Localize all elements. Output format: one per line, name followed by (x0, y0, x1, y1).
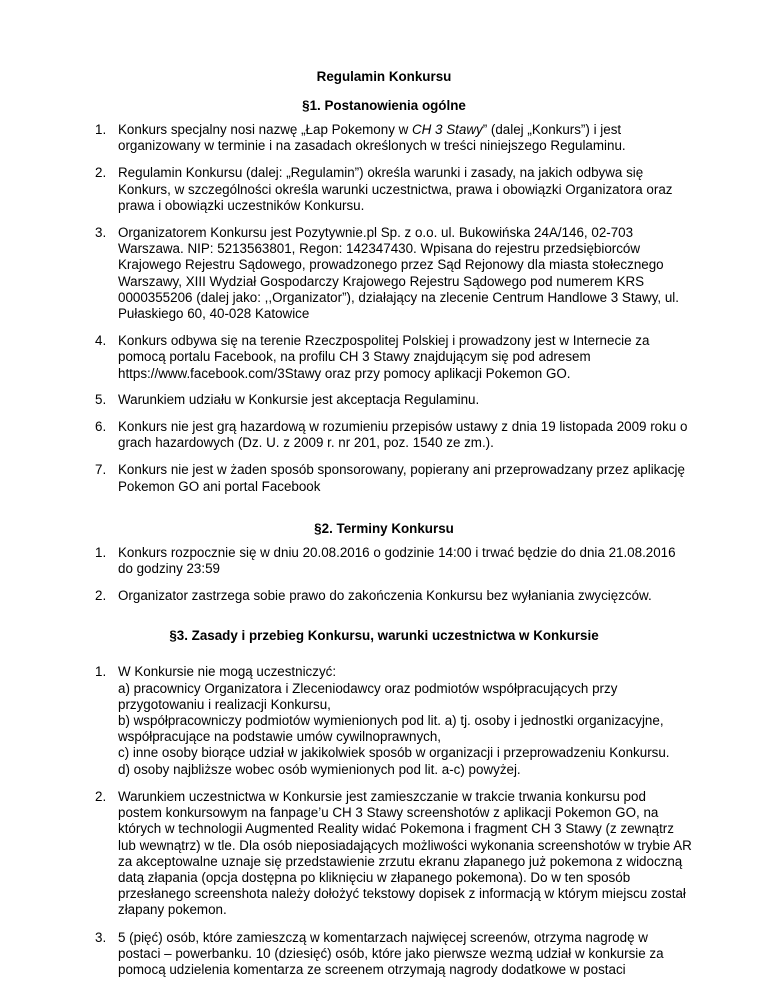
item-text: Konkurs odbywa się na terenie Rzeczpospolitej Polskiej i prowadzony jest w Internecie za pomocą portalu Facebook, na profilu CH 3 Stawy znajdującym się pod adresem https://www.facebook.com/3Stawy oraz przy pomocy aplikacji Pokemon GO. (118, 333, 650, 381)
list-item (95, 788, 693, 919)
item-line: a) pracownicy Organizatora i Zleceniodawcy oraz podmiotów współpracujących przy przygotowaniu i realizacji Konkursu, (118, 680, 618, 712)
item-number: 5. (95, 391, 107, 407)
item-text: Warunkiem uczestnictwa w Konkursie jest zamieszczanie w trakcie trwania konkursu pod postem konkursowym na fanpage’u CH 3 Stawy screenshotów z aplikacji Pokemon GO, na których w technologii Augmented Reality widać Pokemona i fragment CH 3 Stawy (z zewnątrz lub wewnątrz) w tle. Dla osób nieposiadających możliwości wykonania screenshotów w trybie AR za akceptowalne uznaje się przedstawienie zrzutu ekranu złapanego już pokemona z widoczną datą złapania (opcja dostępna po kliknięciu w złapanego pokemona). Do w ten sposób przesłanego screenshota należy dołożyć tekstowy dopisek z informacją w którym miejscu został złapany pokemon. (118, 788, 692, 918)
item-number: 6. (95, 419, 107, 435)
item-number: 1. (95, 664, 107, 680)
item-text: 5 (pięć) osób, które zamieszczą w komentarzach najwięcej screenów, otrzyma nagrodę w postaci – powerbanku. 10 (dziesięć) osób, które jako pierwsze wezmą udział w konkursie za pomocą udzielenia komentarza ze screenem otrzymają nagrody dodatkowe w postaci (118, 929, 664, 977)
item-number: 2. (95, 788, 107, 804)
document-title: Regulamin Konkursu (316, 69, 452, 84)
list-item (95, 122, 693, 154)
item-text: Organizator zastrzega sobie prawo do zakończenia Konkursu bez wyłaniania zwycięzców. (118, 588, 652, 604)
item-line: c) inne osoby biorące udział w jakikolwiek sposób w organizacji i przeprowadzeniu Konkursu. (118, 745, 670, 761)
section-2-list (0, 545, 693, 605)
item-text: Konkurs nie jest grą hazardową w rozumieniu przepisów ustawy z dnia 19 listopada 2009 roku o grach hazardowych (Dz. U. z 2009 r. nr 201, poz. 1540 ze zm.). (118, 419, 688, 451)
item-line: d) osoby najbliższe wobec osób wymienionych pod lit. a-c) powyżej. (118, 761, 521, 777)
section-1-list (0, 122, 693, 495)
item-number: 4. (95, 333, 107, 349)
item-text: Konkurs rozpocznie się w dniu 20.08.2016 o godzinie 14:00 i trwać będzie do dnia 21.08.2016 do godziny 23:59 (118, 544, 676, 577)
section-3-list (0, 664, 693, 978)
item-text: Regulamin Konkursu (dalej: „Regulamin”) określa warunki i zasady, na jakich odbywa się Konkurs, w szczególności określa warunki uczestnictwa, prawa i obowiązki Organizatora oraz prawa i obowiązki uczestników Konkursu. (118, 165, 673, 213)
item-text: Organizatorem Konkursu jest Pozytywnie.pl Sp. z o.o. ul. Bukowińska 24A/146, 02-703 Warszawa. NIP: 5213563801, Regon: 142347430. Wpisana do rejestru przedsiębiorców Krajowego Rejestru Sądowego, prowadzonego przez Sąd Rejonowy dla miasta stołecznego Warszawy, XIII Wydział Gospodarczy Krajowego Rejestru Sądowego pod numerem KRS 0000355206 (dalej jako: ,,Organizator”), działający na zlecenie Centrum Handlowe 3 Stawy, ul. Pułaskiego 60, 40-028 Katowice (118, 225, 679, 322)
item-number: 2. (95, 588, 107, 604)
item-number: 1. (95, 544, 107, 560)
item-number: 2. (95, 165, 107, 181)
section-3-heading: §3. Zasady i przebieg Konkursu, warunki uczestnictwa w Konkursie (169, 628, 599, 644)
item-number: 3. (95, 225, 107, 241)
list-item (95, 419, 693, 451)
list-item (95, 165, 693, 214)
item-text: Konkurs nie jest w żaden sposób sponsorowany, popierany ani przeprowadzany przez aplikację Pokemon GO ani portal Facebook (118, 462, 685, 494)
item-number: 7. (95, 462, 107, 478)
item-number: 3. (95, 929, 107, 945)
list-item (95, 544, 693, 577)
item-text: Warunkiem udziału w Konkursie jest akceptacja Regulaminu. (118, 391, 480, 407)
item-text: Konkurs specjalny nosi nazwę „Łap Pokemony w CH 3 Stawy” (dalej „Konkurs”) i jest organizowany w terminie i na zasadach określonych w treści niniejszego Regulaminu. (118, 122, 626, 154)
list-item (95, 333, 693, 382)
section-1-heading: §1. Postanowienia ogólne (302, 98, 466, 113)
item-number: 1. (95, 122, 107, 137)
list-item (95, 225, 693, 322)
list-item (95, 588, 693, 604)
list-item (95, 664, 693, 777)
item-line: b) współpracowniczy podmiotów wymienionych pod lit. a) tj. osoby i jednostki organizacyjne, współpracujące na podstawie umów cywilnoprawnych, (118, 713, 664, 745)
list-item (95, 929, 693, 979)
list-item (95, 462, 693, 494)
section-2-heading: §2. Terminy Konkursu (314, 520, 454, 536)
item-line: W Konkursie nie mogą uczestniczyć: (118, 664, 337, 680)
list-item (95, 391, 693, 408)
